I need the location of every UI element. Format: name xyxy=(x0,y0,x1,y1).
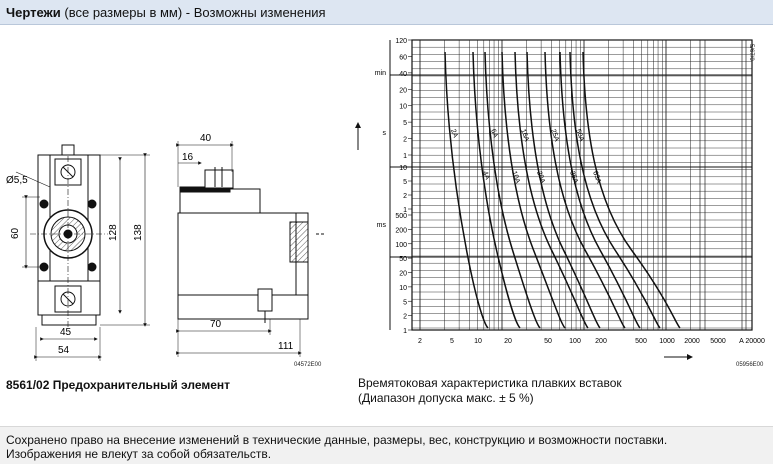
y-tick-min: 20 xyxy=(399,87,407,95)
y-tick-min: 1 xyxy=(403,153,407,160)
dim-70: 70 xyxy=(210,319,222,330)
y-tick-ms: 20 xyxy=(399,270,407,278)
front-view xyxy=(16,145,150,361)
x-tick-label: 50 xyxy=(544,338,552,345)
x-tick-label: 1000 xyxy=(659,338,675,345)
dim-diameter: Ø5,5 xyxy=(6,175,28,186)
y-tick-s: 5 xyxy=(403,179,407,186)
y-tick-ms: 100 xyxy=(395,241,407,249)
y-tick-ms: 500 xyxy=(395,213,407,220)
drawing-code-right-top: 5/67/0 xyxy=(748,44,754,61)
x-tick-label: 2 xyxy=(418,338,422,345)
curve-label: 10A xyxy=(510,170,521,185)
fuse-curve xyxy=(527,52,600,328)
caption-chart xyxy=(358,376,622,406)
dim-40: 40 xyxy=(200,133,212,144)
y-tick-min: 10 xyxy=(399,103,407,111)
y-tick-ms: 50 xyxy=(399,256,407,264)
dim-111: 111 xyxy=(278,341,294,352)
page-header xyxy=(0,0,773,25)
x-tick-label: A 20000 xyxy=(739,338,765,345)
curve-label: 16A xyxy=(519,128,530,143)
curve-label: 25A xyxy=(549,128,560,143)
x-tick-label: 100 xyxy=(569,338,581,345)
y-tick-s: 10 xyxy=(399,165,407,172)
dim-128: 128 xyxy=(108,224,119,241)
curve-label: 2A xyxy=(449,128,459,139)
x-tick-label: 20 xyxy=(504,338,512,345)
curve-label: 35A xyxy=(568,170,579,185)
fuse-curve xyxy=(445,52,488,328)
curve-label: 20A xyxy=(535,170,546,185)
fuse-curve xyxy=(485,52,540,328)
x-tick-label: 2000 xyxy=(684,338,700,345)
time-current-chart xyxy=(375,38,765,345)
y-tick-min: 40 xyxy=(399,70,407,78)
curve-label: 6A xyxy=(489,128,499,139)
y-tick-min: 60 xyxy=(399,54,407,62)
y-tick-min: 5 xyxy=(403,120,407,128)
x-tick-label: 200 xyxy=(595,338,607,345)
fuse-curve xyxy=(583,52,680,328)
x-tick-label: 500 xyxy=(635,338,647,345)
curve-label: 63A xyxy=(591,170,602,185)
y-tick-ms: 1 xyxy=(403,328,407,335)
fuse-curve xyxy=(570,52,660,328)
dim-138: 138 xyxy=(133,224,144,241)
x-tick-label: 5 xyxy=(450,338,454,345)
header-rest: (все размеры в мм) - Возможны изменения xyxy=(60,5,326,20)
y-unit-y_unit_min: min xyxy=(374,70,386,77)
y-tick-s: 1 xyxy=(403,207,407,214)
footer-line2: Изображения не влекут за собой обязательств. xyxy=(6,447,272,461)
caption-chart-line2: (Диапазон допуска макс. ± 5 %) xyxy=(358,391,534,405)
drawing-code-left: 04572E00 xyxy=(294,362,322,368)
header-bold: Чертежи xyxy=(6,5,61,20)
curve-label: 4A xyxy=(481,170,491,181)
dim-45: 45 xyxy=(60,327,72,338)
caption-chart-line1: Времятоковая характеристика плавких вставок xyxy=(358,376,622,390)
fuse-curve xyxy=(473,52,520,328)
footer-disclaimer xyxy=(0,426,773,464)
x-tick-label: 5000 xyxy=(710,338,726,345)
side-view xyxy=(178,141,324,357)
chart-frame xyxy=(412,40,752,330)
dim-60: 60 xyxy=(10,227,21,239)
y-tick-min: 2 xyxy=(403,136,407,144)
x-tick-label: 10 xyxy=(474,338,482,345)
y-tick-s: 2 xyxy=(403,193,407,200)
y-tick-min: 120 xyxy=(395,38,407,45)
y-tick-ms: 10 xyxy=(399,284,407,292)
fuse-curve xyxy=(502,52,565,328)
technical-drawing xyxy=(0,27,773,377)
footer-line1: Сохранено право на внесение изменений в технические данные, размеры, вес, конструкцию и возможности поставки. xyxy=(6,433,668,447)
curve-label: 50A xyxy=(574,128,585,143)
y-unit-y_unit_ms: ms xyxy=(376,222,386,229)
caption-product: 8561/02 Предохранительный элемент xyxy=(6,378,231,392)
dim-54: 54 xyxy=(58,345,70,356)
y-tick-ms: 5 xyxy=(403,299,407,307)
dim-16: 16 xyxy=(182,152,194,163)
y-tick-ms: 2 xyxy=(403,313,407,321)
drawing-code-right-bottom: 05956E00 xyxy=(736,362,764,368)
y-tick-ms: 200 xyxy=(395,227,407,235)
y-unit-y_unit_s: s xyxy=(382,130,386,137)
